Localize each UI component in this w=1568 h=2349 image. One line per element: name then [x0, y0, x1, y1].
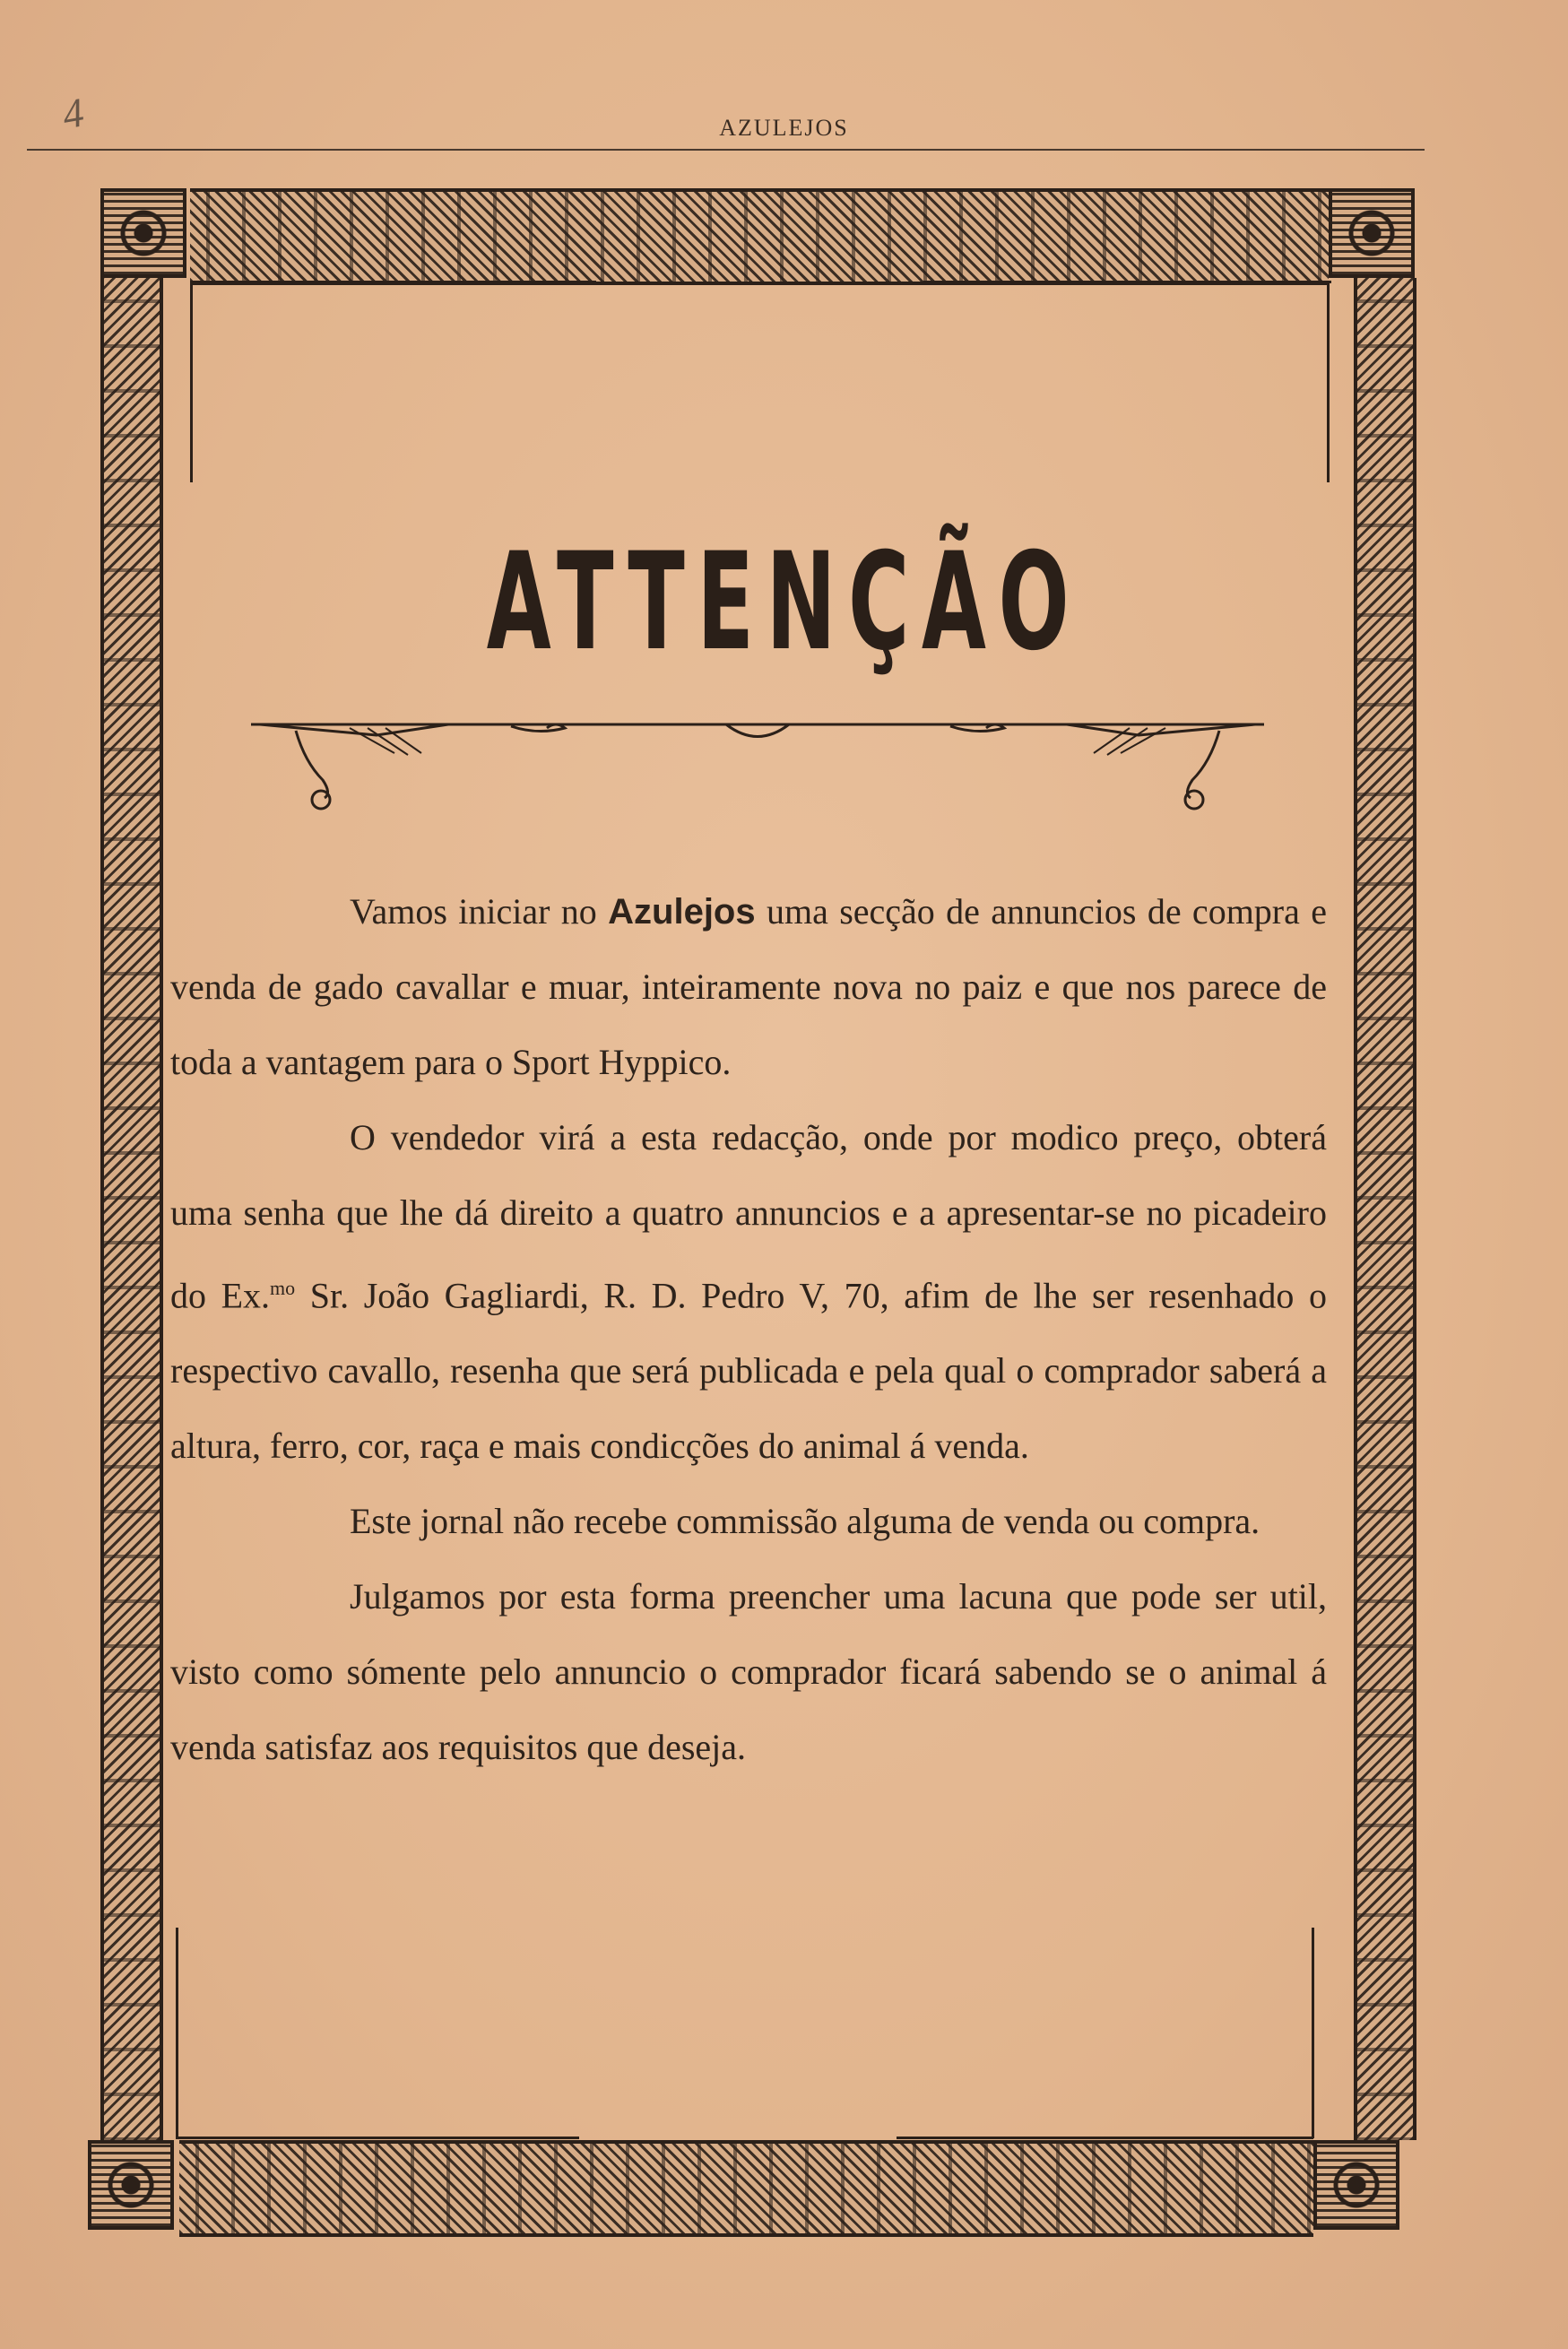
- superscript: mo: [270, 1277, 296, 1299]
- inner-rule: [176, 2137, 579, 2139]
- inner-rule: [190, 281, 193, 482]
- ornamental-border-bottom: [179, 2140, 1313, 2237]
- ornamental-border-left: [100, 278, 163, 2140]
- title-flourish-icon: [242, 708, 1273, 825]
- inner-rule: [176, 1928, 178, 2138]
- text-run: O vendedor virá a esta redacção, onde por modico preço, obterá uma senha que lhe dá direito a quatro annuncios e a apresentar-se no picadeiro do Ex.: [170, 1117, 1327, 1316]
- ornamental-border-top: [190, 188, 1329, 285]
- corner-rosette-icon: [1329, 188, 1415, 278]
- notice-body: [170, 874, 1327, 1785]
- inner-rule: [1312, 1928, 1314, 2138]
- ornamental-border-right: [1354, 278, 1416, 2140]
- paragraph: [170, 1100, 1327, 1484]
- header-rule: [27, 149, 1425, 151]
- inner-rule: [923, 281, 1331, 283]
- text-run: Sr. João Gagliardi, R. D. Pedro V, 70, afim de lhe ser resenhado o respectivo cavallo, resenha que será publicada e pela qual o comprador saberá a altura, ferro, cor, raça e mais condicções do animal á venda.: [170, 1275, 1327, 1467]
- inner-rule: [193, 281, 596, 283]
- corner-rosette-icon: [100, 188, 186, 278]
- pencil-mark: 4: [58, 89, 88, 138]
- notice-title: ATTENÇÃO: [486, 524, 1082, 680]
- paragraph: [170, 874, 1327, 1100]
- publication-name: Azulejos: [608, 892, 756, 932]
- paragraph: Julgamos por esta forma preencher uma lacuna que pode ser util, visto como sómente pelo annuncio o comprador ficará sabendo se o animal á venda satisfaz aos requisitos que deseja.: [170, 1576, 1327, 1768]
- text-run: uma secção de annuncios de compra e venda de gado cavallar e muar, inteiramente nova no paiz e que nos parece de toda a vantagem para o Sport Hyppico.: [170, 891, 1327, 1082]
- paragraph: Este jornal não recebe commissão alguma de venda ou compra.: [350, 1501, 1260, 1542]
- inner-rule: [897, 2137, 1313, 2139]
- inner-rule: [1327, 281, 1330, 482]
- corner-rosette-icon: [88, 2140, 174, 2230]
- running-head: AZULEJOS: [719, 115, 849, 141]
- corner-rosette-icon: [1313, 2140, 1399, 2230]
- text-run: Vamos iniciar no: [350, 891, 609, 932]
